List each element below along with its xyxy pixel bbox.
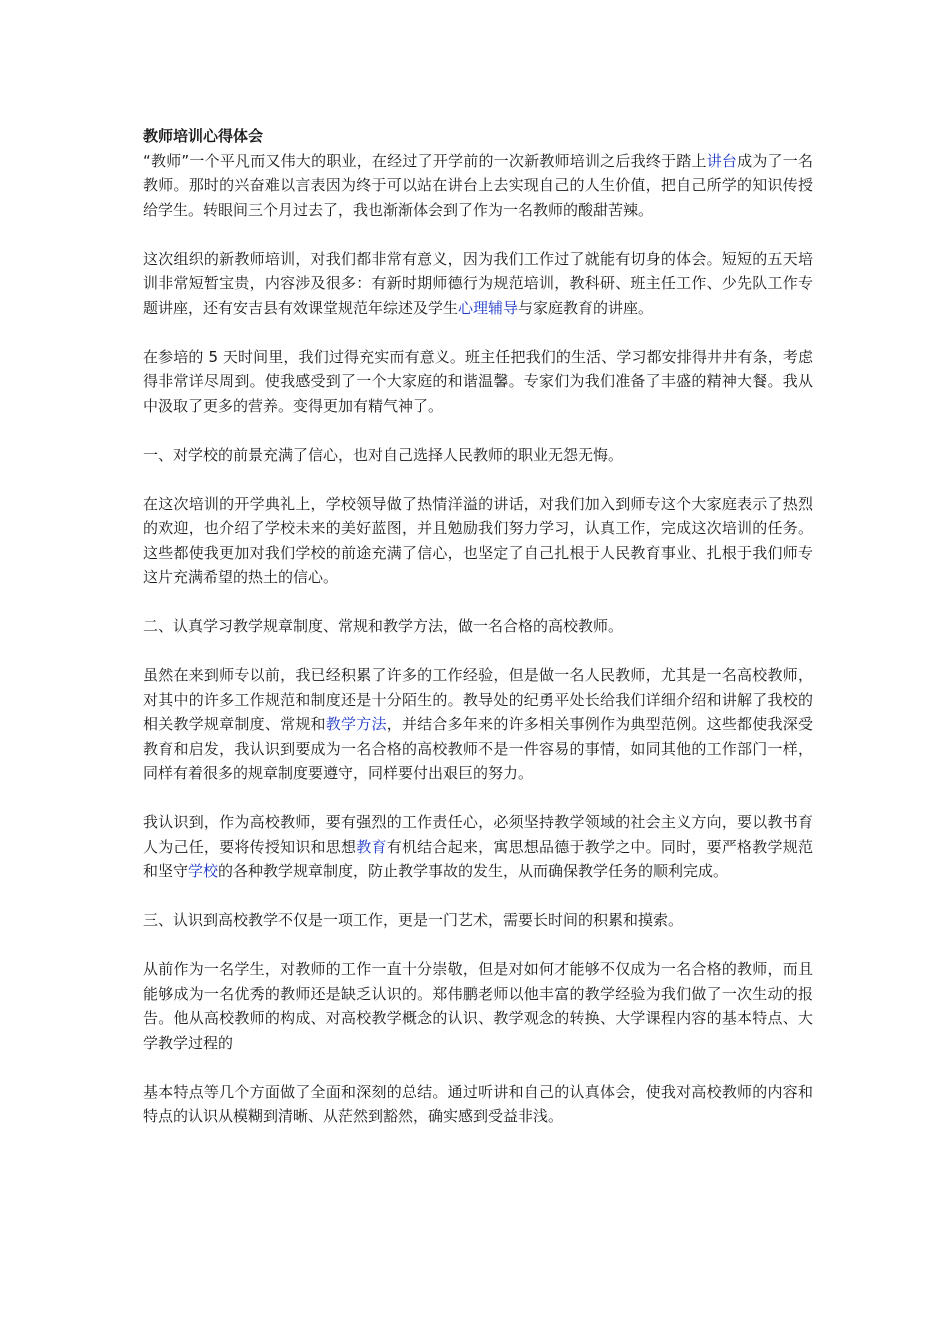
section-heading-2 [143, 614, 813, 639]
paragraph-text: 虽然在来到师专以前，我已经积累了许多的工作经验，但是做一名人民教师，尤其是一名高校教师，对其中的许多工作规范和制度还是十分陌生的。教导处的纪勇平处长给我们详细介绍和讲解了我校的相关教学规章制度、常规和 [143, 666, 813, 733]
paragraph-3 [143, 345, 813, 419]
paragraph-1 [143, 149, 813, 223]
paragraph-text: 这次组织的新教师培训，对我们都非常有意义，因为我们工作过了就能有切身的体会。短短的五天培训非常短暂宝贵，内容涉及很多：有新时期师德行为规范培训，教科研、班主任工作、少先队工作专题讲座，还有安吉县有效课堂规范年综述及学生 [143, 249, 813, 317]
link-jiaoxue-fangfa[interactable]: 教学方法 [325, 715, 387, 733]
paragraph-text: 基本特点等几个方面做了全面和深刻的总结。通过听讲和自己的认真体会，使我对高校教师的内容和特点的认识从模糊到清晰、从茫然到豁然，确实感到受益非浅。 [143, 1082, 813, 1125]
paragraph-4 [143, 492, 813, 590]
paragraph-text: 一、对学校的前景充满了信心，也对自己选择人民教师的职业无怨无悔。 [143, 445, 624, 464]
paragraph-5 [143, 663, 813, 786]
paragraph-8 [143, 1080, 813, 1129]
paragraph-text: 成为了一名教师。那时的兴奋难以言表因为终于可以站在讲台上去实现自己的人生价值，把自己所学的知识传授给学生。转眼间三个月过去了，我也渐渐体会到了作为一名教师的酸甜苦辣。 [143, 151, 813, 219]
section-heading-3 [143, 908, 813, 933]
paragraph-text: ，并结合多年来的许多相关事例作为典型范例。这些都使我深受教育和启发，我认识到要成为一名合格的高校教师不是一件容易的事情，如同其他的工作部门一样，同样有着很多的规章制度要遵守，同样要付出艰巨的努力。 [143, 715, 813, 782]
paragraph-text: 二、认真学习教学规章制度、常规和教学方法，做一名合格的高校教师。 [143, 617, 624, 635]
paragraph-text: 在参培的 5 天时间里，我们过得充实而有意义。班主任把我们的生活、学习都安排得井井有条，考虑得非常详尽周到。使我感受到了一个大家庭的和谐温馨。专家们为我们准备了丰盛的精神大餐。我从中汲取了更多的营养。变得更加有精气神了。 [143, 347, 813, 415]
paragraph-text: 三、认识到高校教学不仅是一项工作，更是一门艺术，需要长时间的积累和摸索。 [143, 911, 684, 929]
paragraph-6 [143, 810, 813, 884]
document-body [143, 124, 813, 1153]
paragraph-7 [143, 957, 813, 1055]
paragraph-text: 从前作为一名学生，对教师的工作一直十分崇敬，但是对如何才能够不仅成为一名合格的教师，而且能够成为一名优秀的教师还是缺乏认识的。郑伟鹏老师以他丰富的教学经验为我们做了一次生动的报告。他从高校教师的构成、对高校教学概念的认识、教学观念的转换、大学课程内容的基本特点、大学教学过程的 [143, 960, 813, 1052]
paragraph-text: 在这次培训的开学典礼上，学校领导做了热情洋溢的讲话，对我们加入到师专这个大家庭表示了热烈的欢迎，也介绍了学校未来的美好蓝图，并且勉励我们努力学习，认真工作，完成这次培训的任务。这些都使我更加对我们学校的前途充满了信心，也坚定了自己扎根于人民教育事业、扎根于我们师专这片充满希望的热土的信心。 [143, 494, 813, 586]
link-xuexiao[interactable]: 学校 [188, 862, 219, 880]
paragraph-text: 有机结合起来，寓思想品德于教学之中。同时，要严格教学规范和坚守 [143, 837, 813, 880]
paragraph-text: 与家庭教育的讲座。 [518, 298, 654, 317]
paragraph-text: “教师”一个平凡而又伟大的职业，在经过了开学前的一次新教师培训之后我终于踏上 [143, 151, 707, 170]
paragraph-2 [143, 247, 813, 321]
section-heading-1 [143, 443, 813, 468]
paragraph-text: 的各种教学规章制度，防止教学事故的发生，从而确保教学任务的顺利完成。 [218, 862, 729, 880]
link-jiaoyu[interactable]: 教育 [356, 837, 387, 856]
link-xinli-fudao[interactable]: 心理辅导 [458, 298, 519, 317]
document-title: 教师培训心得体会 [143, 127, 264, 145]
paragraph-text: 我认识到，作为高校教师，要有强烈的工作责任心，必须坚持教学领域的社会主义方向，要以教书育人为己任，要将传授知识和思想 [143, 813, 813, 856]
link-jiangtai[interactable]: 讲台 [706, 151, 738, 170]
